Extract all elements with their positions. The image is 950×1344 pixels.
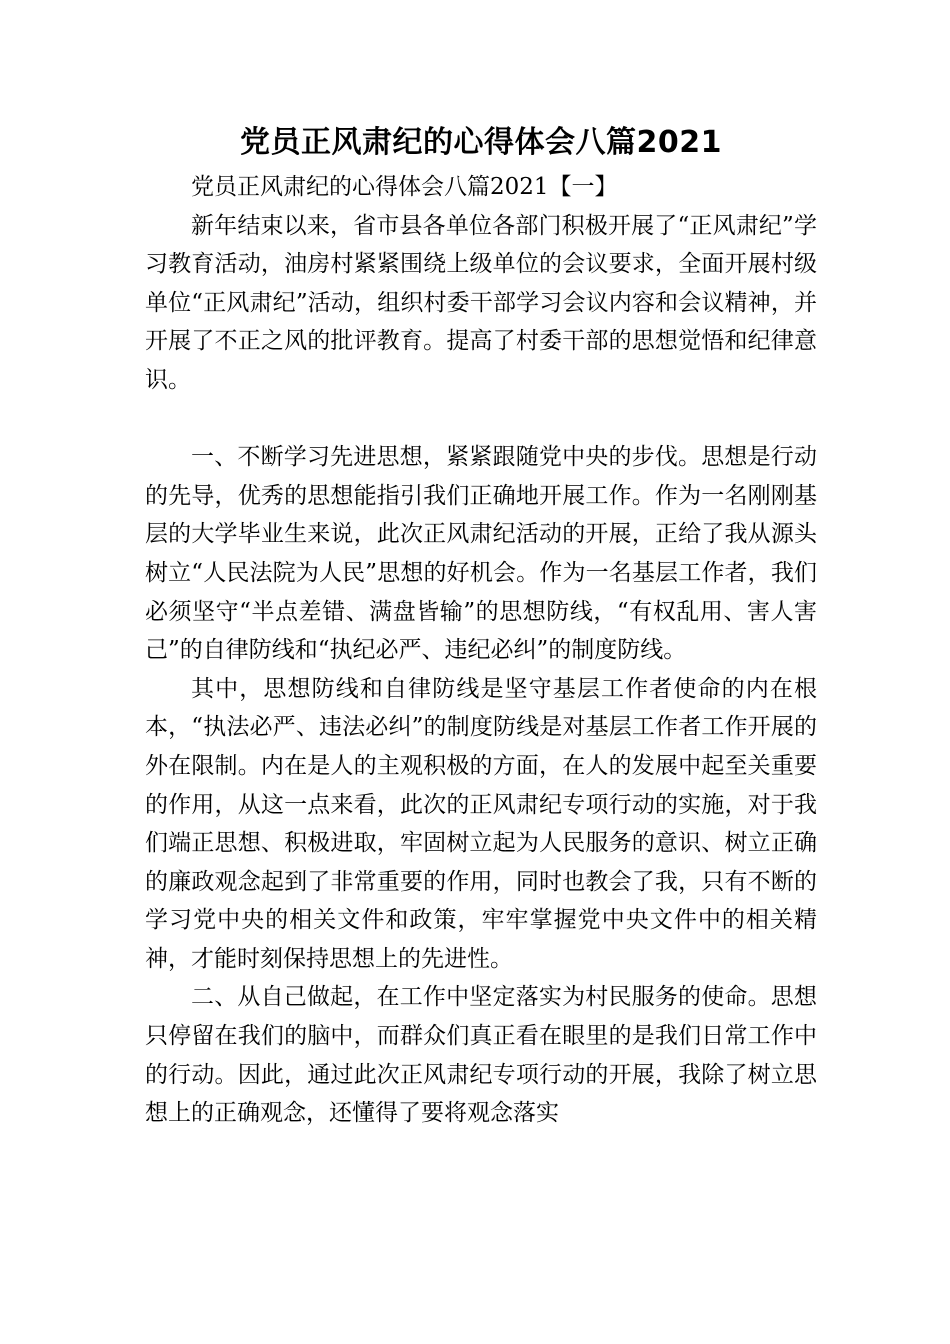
- blank-line: [145, 400, 817, 439]
- paragraph-point-one-detail: 其中，思想防线和自律防线是坚守基层工作者使命的内在根本，“执法必严、违法必纠”的制度防线是对基层工作者工作开展的外在限制。内在是人的主观积极的方面，在人的发展中起至关重要的作用，从这一点来看，此次的正风肃纪专项行动的实施，对于我们端正思想、积极进取，牢固树立起为人民服务的意识、树立正确的廉政观念起到了非常重要的作用，同时也教会了我，只有不断的学习党中央的相关文件和政策，牢牢掌握党中央文件中的相关精神，才能时刻保持思想上的先进性。: [145, 675, 817, 972]
- document-page: [145, 118, 817, 1133]
- paragraph-point-two: 二、从自己做起，在工作中坚定落实为村民服务的使命。思想只停留在我们的脑中，而群众们真正看在眼里的是我们日常工作中的行动。因此，通过此次正风肃纪专项行动的开展，我除了树立思想上的正确观念，还懂得了要将观念落实: [145, 984, 817, 1127]
- document-subtitle: 党员正风肃纪的心得体会八篇2021【一】: [191, 174, 618, 200]
- paragraph-point-one: 一、不断学习先进思想，紧紧跟随党中央的步伐。思想是行动的先导，优秀的思想能指引我们正确地开展工作。作为一名刚刚基层的大学毕业生来说，此次正风肃纪活动的开展，正给了我从源头树立“人民法院为人民”思想的好机会。作为一名基层工作者，我们必须坚守“半点差错、满盘皆输”的思想防线，“有权乱用、害人害己”的自律防线和“执纪必严、违纪必纠”的制度防线。: [145, 444, 817, 664]
- document-title: 党员正风肃纪的心得体会八篇2021: [240, 125, 722, 160]
- paragraph-intro: 新年结束以来，省市县各单位各部门积极开展了“正风肃纪”学习教育活动，油房村紧紧围绕上级单位的会议要求，全面开展村级单位“正风肃纪”活动，组织村委干部学习会议内容和会议精神，并开展了不正之风的批评教育。提高了村委干部的思想觉悟和纪律意识。: [145, 212, 817, 393]
